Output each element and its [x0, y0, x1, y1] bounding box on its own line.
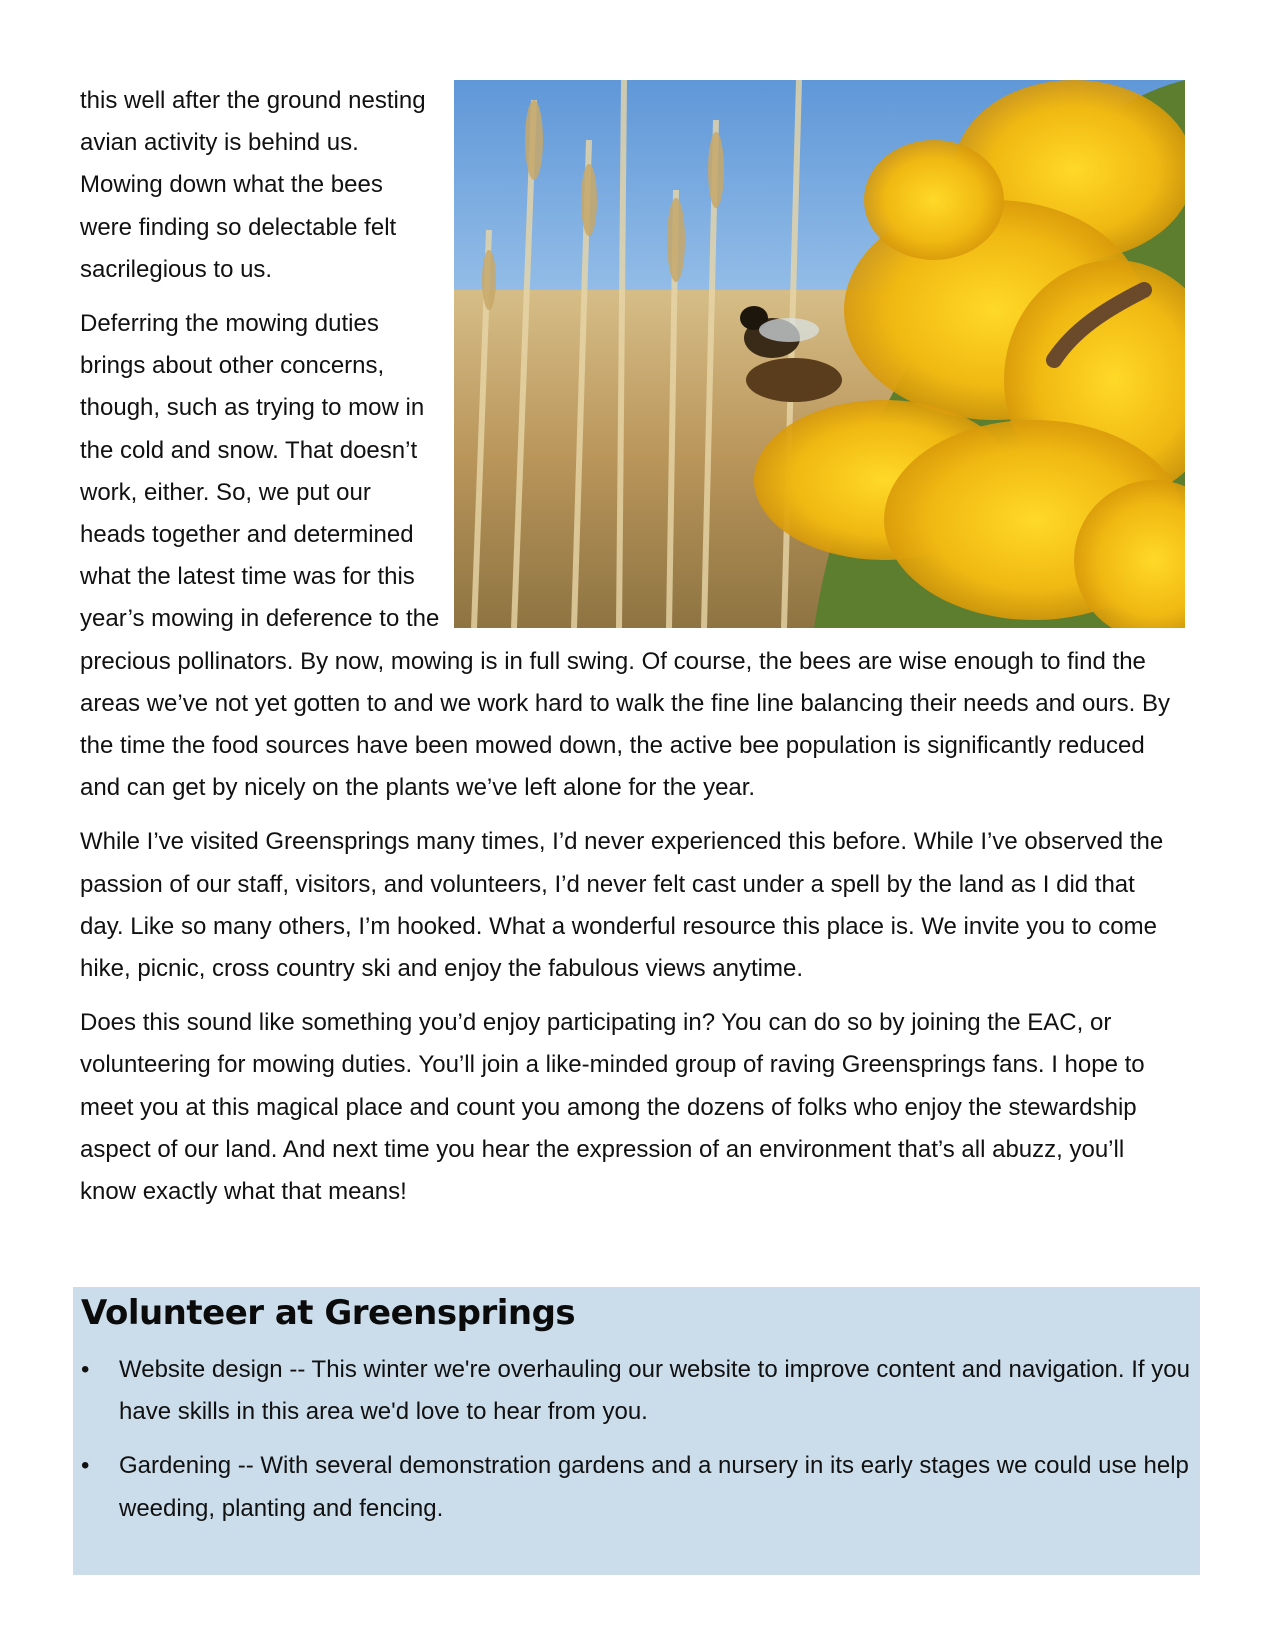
bullet-icon: •	[81, 1356, 90, 1383]
volunteer-item-gardening	[81, 1445, 1198, 1529]
paragraph-2: Deferring the mowing duties brings about other concerns, though, such as trying to mow in the cold and snow. That doesn’t work, either. So, we put our heads together and determined what the latest time was for this year’s mowing in deference to the precious pollinators. By now, mowing is in full swing. Of course, the bees are wise enough to find the areas we’ve not yet gotten to and we work hard to walk the fine line balancing their needs and ours. By the time the food sources have been mowed down, the active bee population is significantly reduced and can get by nicely on the plants we’ve left alone for the year.	[80, 310, 1170, 802]
volunteer-list	[81, 1349, 1198, 1542]
volunteer-item-text: Website design -- This winter we're overhauling our website to improve content and navigation. If you have skills in this area we'd love to hear from you.	[119, 1356, 1190, 1426]
volunteer-heading: Volunteer at Greensprings	[81, 1293, 576, 1333]
volunteer-item-text: Gardening -- With several demonstration gardens and a nursery in its early stages we could use help weeding, planting and fencing.	[119, 1452, 1189, 1522]
volunteer-item-website	[81, 1349, 1198, 1433]
photo-illustration	[454, 80, 1185, 628]
bullet-icon: •	[81, 1452, 90, 1480]
paragraph-4: Does this sound like something you’d enjoy participating in? You can do so by joining the EAC, or volunteering for mowing duties. You’ll join a like-minded group of raving Greensprings fans. I hope to meet you at this magical place and count you among the dozens of folks who enjoy the stewardship aspect of our land. And next time you hear the expression of an environment that’s all abuzz, you’ll know exactly what that means!	[80, 1009, 1145, 1206]
paragraph-1: this well after the ground nesting avian activity is behind us. Mowing down what the bees were finding so delectable felt sacrilegious to us.	[80, 87, 426, 283]
volunteer-section	[73, 1287, 1200, 1575]
article-body	[80, 80, 1185, 1225]
goldenrod-bee-photo	[454, 80, 1185, 628]
paragraph-3: While I’ve visited Greensprings many times, I’d never experienced this before. While I’ve observed the passion of our staff, visitors, and volunteers, I’d never felt cast under a spell by the land as I did that day. Like so many others, I’m hooked. What a wonderful resource this place is. We invite you to come hike, picnic, cross country ski and enjoy the fabulous views anytime.	[80, 828, 1164, 983]
